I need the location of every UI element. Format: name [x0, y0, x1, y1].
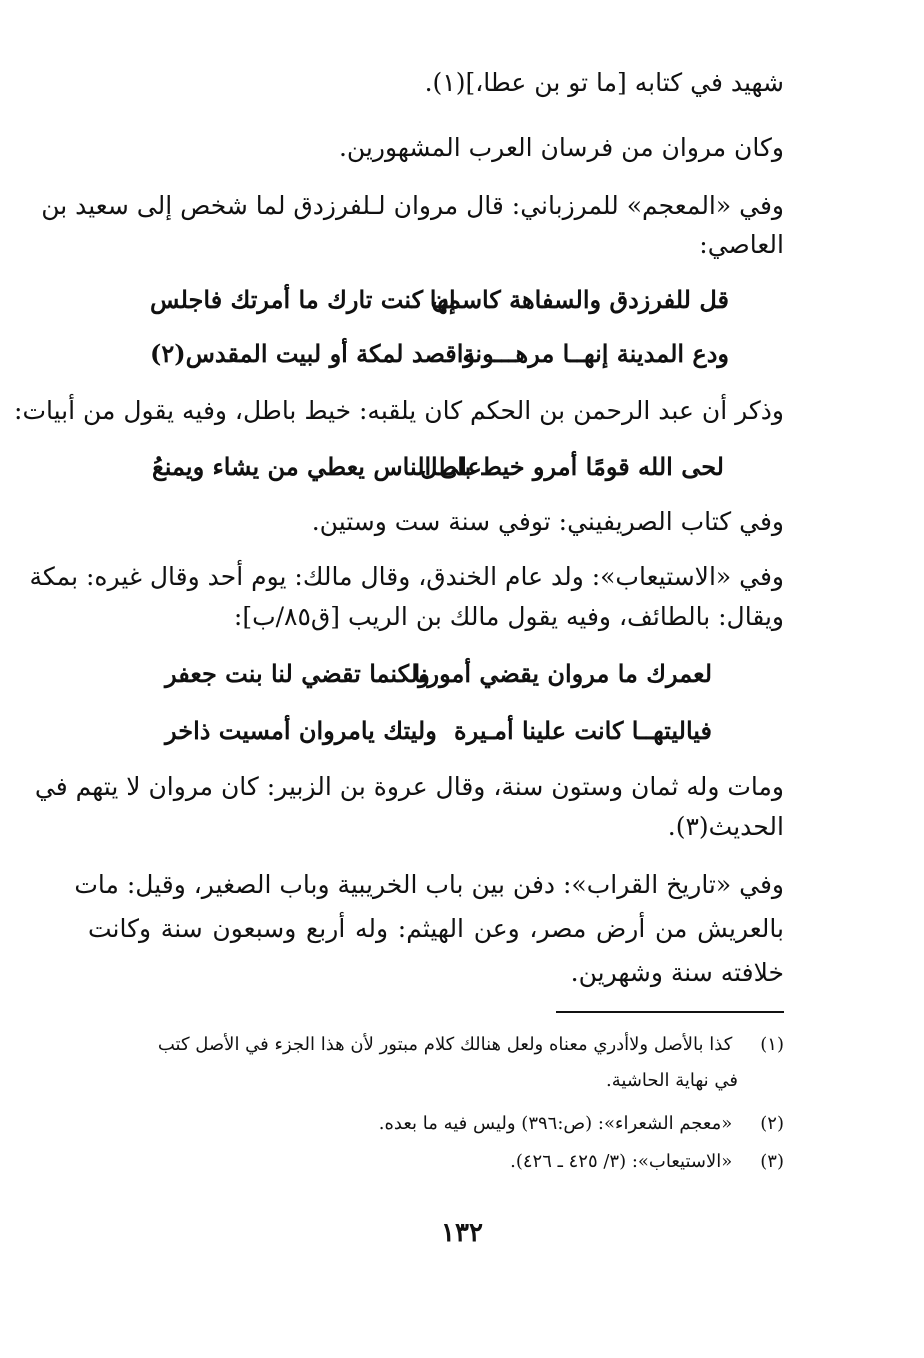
verse-1-second-hemistich: إن كنت تارك ما أمرتك فاجلس	[150, 285, 456, 314]
footnote-2	[98, 1110, 784, 1138]
body-line-7: وفي «الاستيعاب»: ولد عام الخندق، وقال مالك: يوم أحد وقال غيره: بمكة	[29, 562, 784, 591]
footnote-3-text: «الاستيعاب»: (٣/ ٤٢٥ ـ ٤٢٦).	[510, 1151, 733, 1172]
body-line-6: وفي كتاب الصريفيني: توفي سنة ست وستين.	[311, 507, 784, 536]
body-line-10: الحديث(٣).	[667, 812, 784, 841]
body-line-11: وفي «تاريخ القراب»: دفن بين باب الخريبية وباب الصغير، وقيل: مات	[74, 870, 784, 899]
footnote-1-continuation: في نهاية الحاشية.	[606, 1070, 738, 1091]
body-line-9: ومات وله ثمان وستون سنة، وقال عروة بن الزبير: كان مروان لا يتهم في	[34, 772, 784, 801]
verse-3-second-hemistich: على الناس يعطي من يشاء ويمنعُ	[152, 452, 482, 481]
page-number: ١٣٢	[441, 1218, 483, 1248]
verse-1-first-hemistich: قل للفرزدق والسفاهة كاسمها	[429, 285, 729, 314]
footnote-1	[98, 1031, 784, 1059]
footnote-3	[98, 1148, 784, 1176]
body-line-1: شهيد في كتابه [ما تو بن عطا،](١).	[424, 68, 784, 97]
verse-2-first-hemistich: ودع المدينة إنهــا مرهـــونة	[462, 339, 729, 368]
verse-4-second-hemistich: ولكنما تقضي لنا بنت جعفر	[165, 659, 430, 688]
body-line-12: بالعريش من أرض مصر، وعن الهيثم: وله أربع وسبعون سنة وكانت	[88, 914, 784, 943]
footnote-2-number: (٢)	[760, 1113, 784, 1134]
footnote-separator	[556, 1011, 784, 1013]
footnote-2-text: «معجم الشعراء»: (ص:٣٩٦) وليس فيه ما بعده.	[378, 1113, 733, 1134]
verse-5-first-hemistich: فياليتهــا كانت علينا أمـيرة	[454, 716, 712, 745]
body-line-13: خلافته سنة وشهرين.	[570, 958, 784, 987]
footnote-3-number: (٣)	[760, 1151, 784, 1172]
footnote-1-number: (١)	[760, 1034, 784, 1055]
body-line-3: وفي «المعجم» للمرزباني: قال مروان لـلفرزدق لما شخص إلى سعيد بن	[41, 191, 784, 220]
body-line-4: العاصي:	[699, 230, 784, 259]
verse-4-first-hemistich: لعمرك ما مروان يقضي أمورنا	[413, 659, 712, 688]
body-line-5: وذكر أن عبد الرحمن بن الحكم كان يلقبه: خيط باطل، وفيه يقول من أبيات:	[14, 396, 784, 425]
body-line-8: ويقال: بالطائف، وفيه يقول مالك بن الريب [ق٨٥/ب]:	[233, 602, 784, 631]
verse-5-second-hemistich: وليتك يامروان أمسيت ذاخر	[165, 716, 437, 745]
body-line-2: وكان مروان من فرسان العرب المشهورين.	[338, 133, 784, 162]
verse-3-first-hemistich: لحى الله قومًا أمرو خيط باطل	[420, 452, 724, 481]
verse-2-second-hemistich: واقصد لمكة أو لبيت المقدس(٢)	[150, 339, 475, 368]
footnote-1-text: كذا بالأصل ولاأدري معناه ولعل هنالك كلام مبتور لأن هذا الجزء في الأصل كتب	[157, 1034, 733, 1055]
